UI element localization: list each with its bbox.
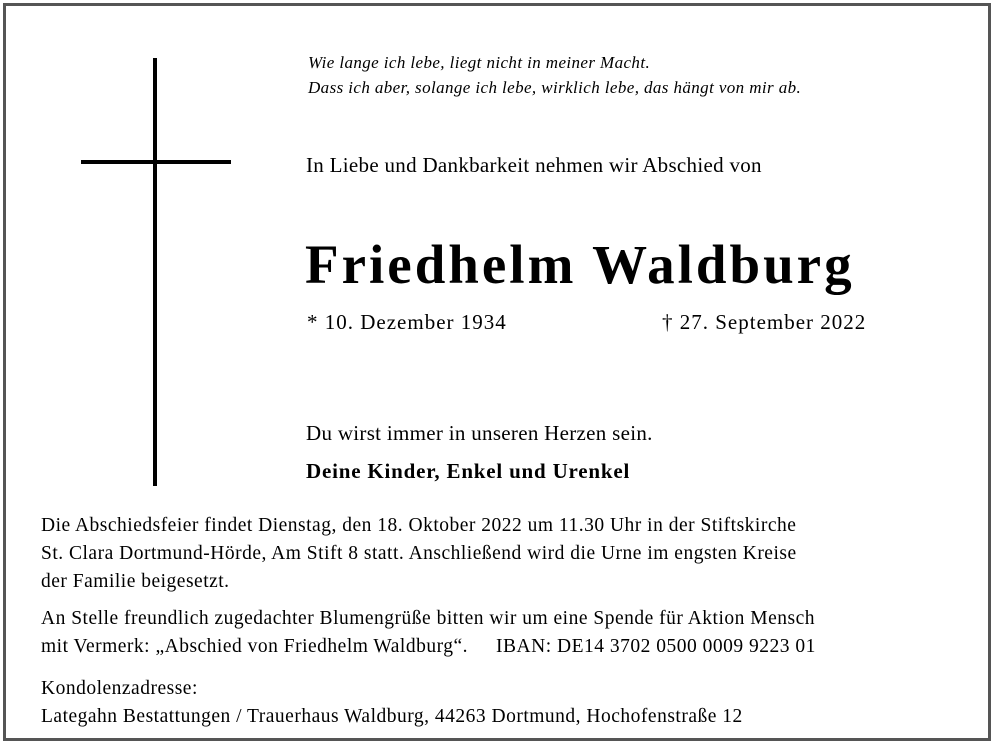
donation-note: mit Vermerk: „Abschied von Friedhelm Waldburg“.	[41, 636, 469, 657]
quote	[308, 50, 801, 100]
cross-icon	[153, 58, 157, 486]
condolence-label: Kondolenzadresse:	[41, 678, 198, 699]
farewell-text: Du wirst immer in unseren Herzen sein.	[306, 421, 653, 445]
ceremony-line-3: der Familie beigesetzt.	[41, 571, 230, 592]
quote-line-2: Dass ich aber, solange ich lebe, wirklich lebe, das hängt von mir ab.	[308, 78, 802, 97]
ceremony-paragraph	[41, 512, 797, 596]
mourners-signature: Deine Kinder, Enkel und Urenkel	[306, 459, 631, 483]
cross-icon-crossbar	[81, 160, 231, 164]
death-date: † 27. September 2022	[662, 310, 867, 334]
ceremony-line-1: Die Abschiedsfeier findet Dienstag, den 18. Oktober 2022 um 11.30 Uhr in der Stiftskirche	[41, 515, 797, 536]
deceased-name: Friedhelm Waldburg	[305, 234, 855, 295]
quote-line-1: Wie lange ich lebe, liegt nicht in meiner Macht.	[308, 53, 651, 72]
birth-date: * 10. Dezember 1934	[307, 310, 507, 334]
intro-text: In Liebe und Dankbarkeit nehmen wir Abschied von	[306, 153, 762, 177]
donation-paragraph	[41, 605, 816, 661]
condolence-address: Lategahn Bestattungen / Trauerhaus Waldburg, 44263 Dortmund, Hochofenstraße 12	[41, 706, 743, 727]
donation-line-1: An Stelle freundlich zugedachter Blumengrüße bitten wir um eine Spende für Aktion Mensch	[41, 608, 815, 629]
iban: IBAN: DE14 3702 0500 0009 9223 01	[496, 636, 816, 657]
donation-line-2	[41, 633, 816, 661]
ceremony-line-2: St. Clara Dortmund-Hörde, Am Stift 8 statt. Anschließend wird die Urne im engsten Kreise	[41, 543, 797, 564]
condolence-paragraph	[41, 675, 743, 731]
